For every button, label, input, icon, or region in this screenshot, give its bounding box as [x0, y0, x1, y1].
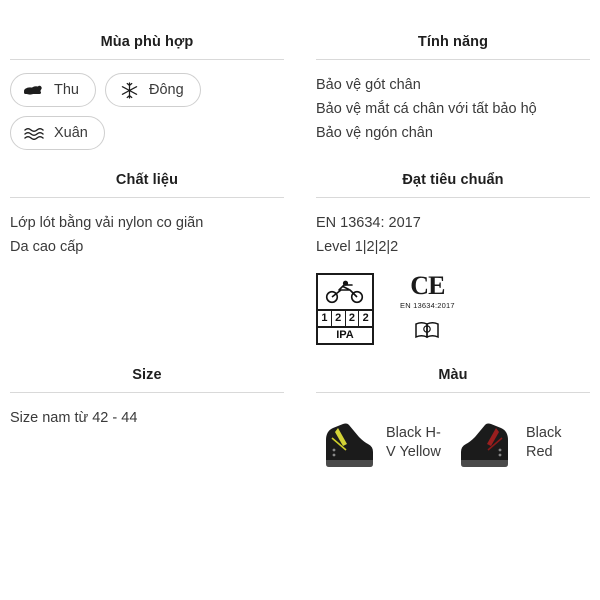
section-title-season: Mùa phù hợp	[10, 34, 284, 60]
snowflake-icon	[118, 81, 140, 99]
standard-item: Level 1|2|2|2	[316, 239, 399, 255]
section-season	[10, 34, 300, 150]
season-pill-thu[interactable]	[10, 73, 96, 107]
color-option-list	[316, 406, 590, 472]
section-title-color: Màu	[316, 367, 590, 393]
section-color	[300, 367, 590, 472]
season-pill-label: Thu	[54, 81, 79, 98]
ce-mark: CE	[410, 271, 445, 300]
level-value: 2	[362, 312, 369, 324]
sneaker-black-yellow-icon	[316, 414, 378, 472]
material-item: Da cao cấp	[10, 239, 84, 255]
section-title-standard: Đạt tiêu chuẩn	[316, 172, 590, 198]
section-title-size: Size	[10, 367, 284, 393]
section-title-features: Tính năng	[316, 34, 590, 60]
level-value: 2	[332, 311, 346, 326]
color-option[interactable]	[456, 414, 590, 472]
season-pill-dong[interactable]	[105, 73, 201, 107]
feature-item: Bảo vệ mắt cá chân với tất bảo hộ	[316, 101, 537, 117]
spec-grid	[10, 34, 590, 472]
section-standard	[300, 172, 590, 345]
season-pill-label: Xuân	[54, 124, 88, 141]
feature-item: Bảo vệ gót chân	[316, 77, 421, 93]
season-pill-label: Đông	[149, 81, 184, 98]
manual-book-icon	[414, 320, 440, 342]
cloud-icon	[23, 81, 45, 99]
section-material	[10, 172, 300, 345]
ce-mark-group	[400, 273, 455, 342]
color-option-label: Black Red	[526, 425, 562, 460]
waves-icon	[23, 124, 45, 142]
standard-item: EN 13634: 2017	[316, 215, 421, 231]
level-value: 1	[318, 311, 332, 326]
ce-standard-code: EN 13634:2017	[400, 301, 455, 310]
size-item: Size nam từ 42 - 44	[10, 410, 138, 426]
section-features	[300, 34, 590, 150]
level-value: 2	[346, 311, 360, 326]
standard-badges	[316, 259, 590, 345]
motorcycle-rider-icon	[318, 275, 372, 311]
season-pill-xuan[interactable]	[10, 116, 105, 150]
color-option[interactable]	[316, 414, 450, 472]
section-title-material: Chất liệu	[10, 172, 284, 198]
sneaker-black-red-icon	[456, 414, 518, 472]
color-option-label: Black H-V Yellow	[386, 425, 441, 460]
protection-level-badge	[316, 273, 374, 345]
season-pill-list	[10, 73, 284, 150]
section-size	[10, 367, 300, 472]
badge-footer-code: IPA	[336, 329, 354, 341]
material-item: Lớp lót bằng vải nylon co giãn	[10, 215, 204, 231]
feature-item: Bảo vệ ngón chân	[316, 125, 433, 141]
protection-levels	[318, 311, 372, 328]
